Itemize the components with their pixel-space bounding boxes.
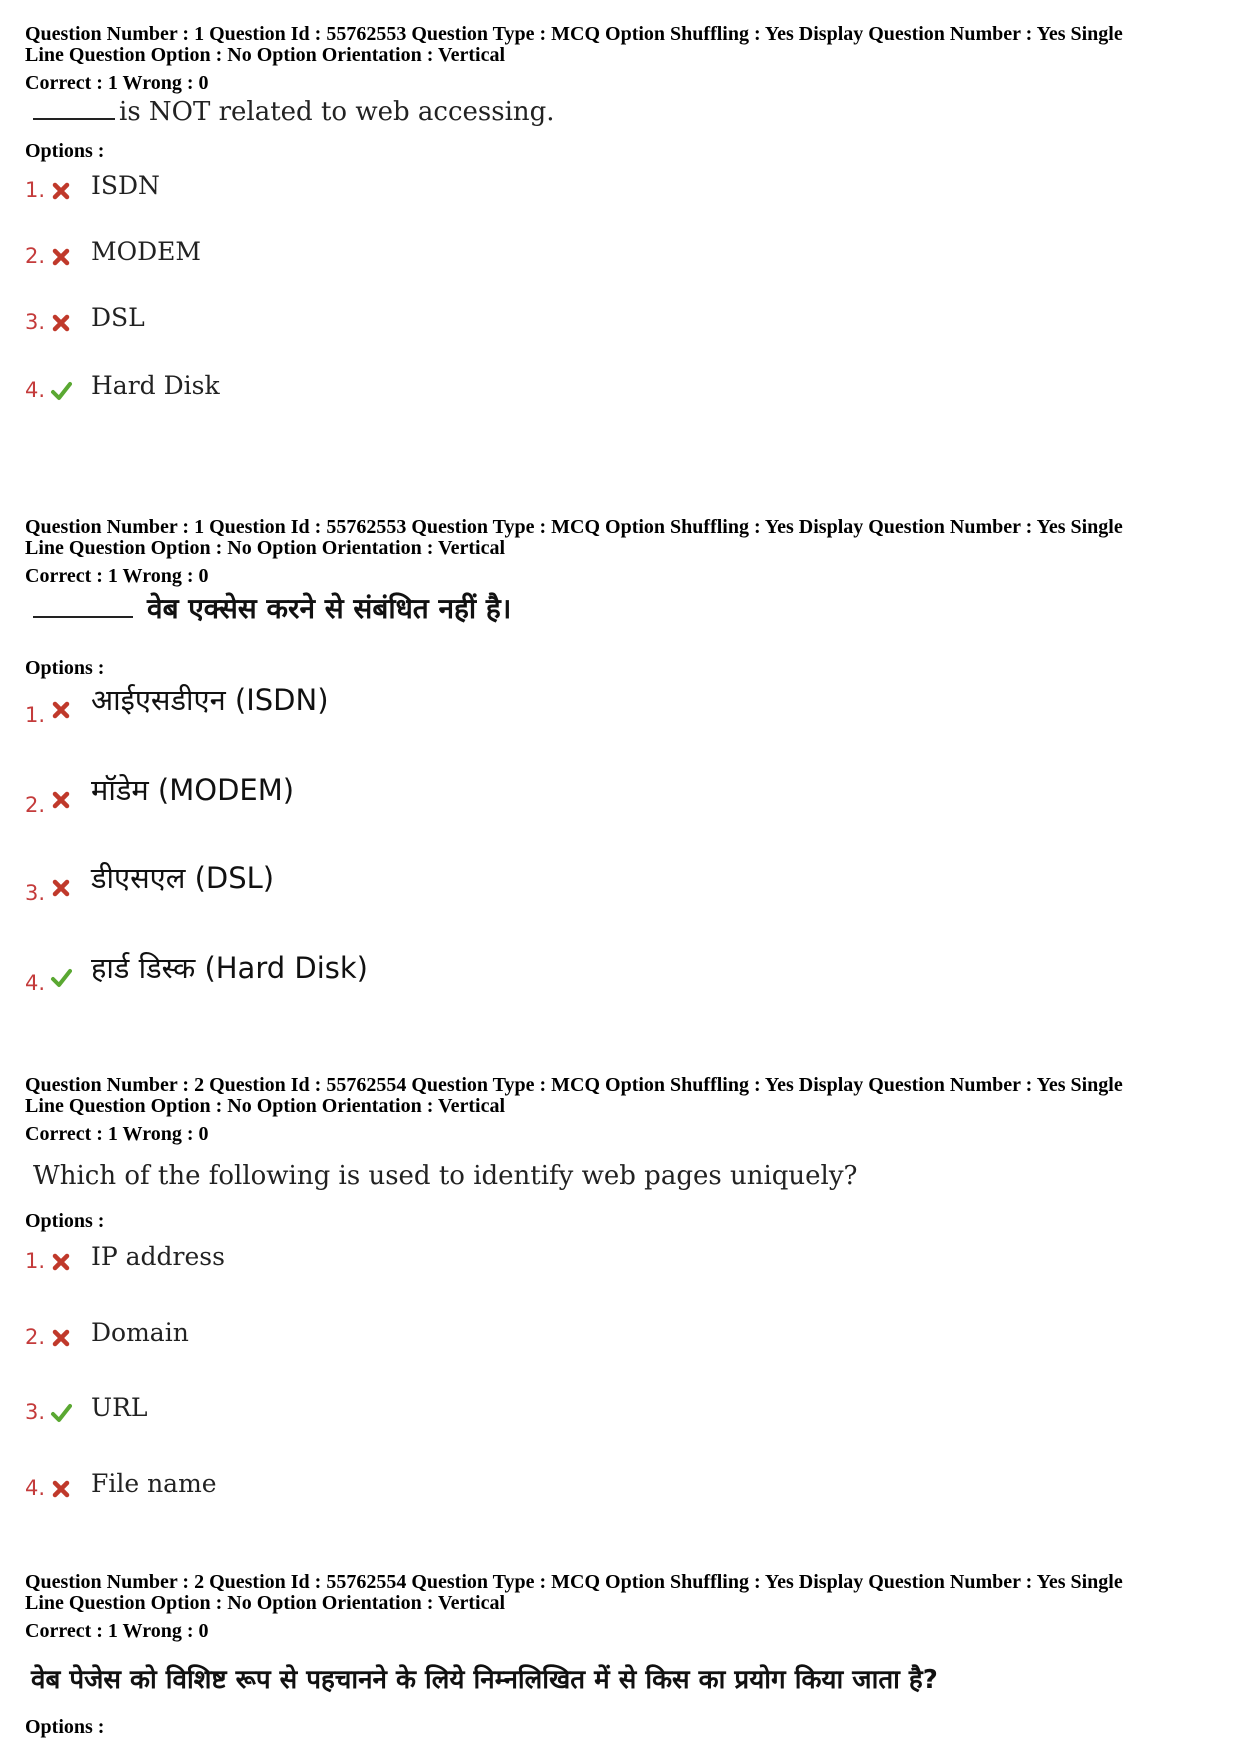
metadata-line-2: Line Question Option : No Option Orientation : Vertical [25,537,506,559]
cross-icon [50,1478,72,1500]
option-text: File name [91,1469,217,1498]
option-number: 1. [25,178,46,202]
question-text: Which of the following is used to identify web pages uniquely? [33,1161,858,1191]
question-metadata [25,24,1215,66]
cross-icon [50,312,72,334]
question-metadata [25,1075,1215,1117]
question-block-2 [25,516,1220,995]
option-number: 3. [25,881,46,905]
option-text: Domain [91,1318,189,1347]
answer-blank [33,594,133,618]
option-text: हार्ड डिस्क (Hard Disk) [91,951,368,985]
option-number: 4. [25,971,46,995]
cross-icon [50,180,72,202]
option-3 [25,1386,925,1426]
options-label: Options : [25,1210,105,1232]
option-3 [25,861,925,907]
option-number: 2. [25,1325,46,1349]
question-metadata [25,517,1215,559]
question-text: वेब पेजेस को विशिष्ट रूप से पहचानने के लिये निम्नलिखित में से किस का प्रयोग किया जाता है? [31,1665,938,1695]
option-number: 2. [25,793,46,817]
option-text: डीएसएल (DSL) [91,861,275,895]
option-text: IP address [91,1242,225,1271]
option-1 [25,683,925,729]
option-number: 3. [25,1400,46,1424]
cross-icon [50,877,72,899]
option-1 [25,164,925,204]
option-number: 3. [25,310,46,334]
question-block-1 [25,23,1220,402]
correct-wrong-marks: Correct : 1 Wrong : 0 [25,1620,209,1642]
option-text: URL [91,1393,148,1422]
metadata-line-2: Line Question Option : No Option Orientation : Vertical [25,1095,506,1117]
question-block-4 [25,1571,1220,1738]
check-icon [50,380,72,402]
metadata-line-1: Question Number : 2 Question Id : 55762554 Question Type : MCQ Option Shuffling : Yes Display Question Number : Yes Single [25,1571,1123,1593]
metadata-line-2: Line Question Option : No Option Orientation : Vertical [25,1592,506,1614]
options-label: Options : [25,1716,105,1738]
option-number: 4. [25,378,46,402]
option-4 [25,1462,925,1502]
option-2 [25,773,925,819]
option-3 [25,296,925,336]
metadata-line-1: Question Number : 2 Question Id : 55762554 Question Type : MCQ Option Shuffling : Yes Display Question Number : Yes Single [25,1074,1123,1096]
option-2 [25,1311,925,1351]
cross-icon [50,699,72,721]
option-text: MODEM [91,237,201,266]
option-text: Hard Disk [91,371,220,400]
options-label: Options : [25,657,105,679]
option-text: मॉडेम (MODEM) [91,773,295,807]
option-number: 4. [25,1476,46,1500]
option-text: DSL [91,303,145,332]
answer-blank [33,96,115,120]
metadata-line-1: Question Number : 1 Question Id : 55762553 Question Type : MCQ Option Shuffling : Yes Display Question Number : Yes Single [25,23,1123,45]
correct-wrong-marks: Correct : 1 Wrong : 0 [25,1123,209,1145]
correct-wrong-marks: Correct : 1 Wrong : 0 [25,565,209,587]
cross-icon [50,1251,72,1273]
question-text: वेब एक्सेस करने से संबंधित नहीं है। [33,589,511,627]
question-metadata [25,1572,1215,1614]
correct-wrong-marks: Correct : 1 Wrong : 0 [25,72,209,94]
option-4 [25,364,925,404]
question-text: is NOT related to web accessing. [33,96,555,127]
option-4 [25,951,925,997]
cross-icon [50,789,72,811]
option-number: 1. [25,703,46,727]
option-number: 1. [25,1249,46,1273]
question-block-3 [25,1074,1220,1500]
option-text: ISDN [91,171,160,200]
option-1 [25,1235,925,1275]
option-number: 2. [25,244,46,268]
option-text: आईएसडीएन (ISDN) [91,683,329,717]
cross-icon [50,246,72,268]
metadata-line-2: Line Question Option : No Option Orientation : Vertical [25,44,506,66]
option-2 [25,230,925,270]
options-label: Options : [25,140,105,162]
metadata-line-1: Question Number : 1 Question Id : 55762553 Question Type : MCQ Option Shuffling : Yes Display Question Number : Yes Single [25,516,1123,538]
cross-icon [50,1327,72,1349]
check-icon [50,1402,72,1424]
check-icon [50,967,72,989]
